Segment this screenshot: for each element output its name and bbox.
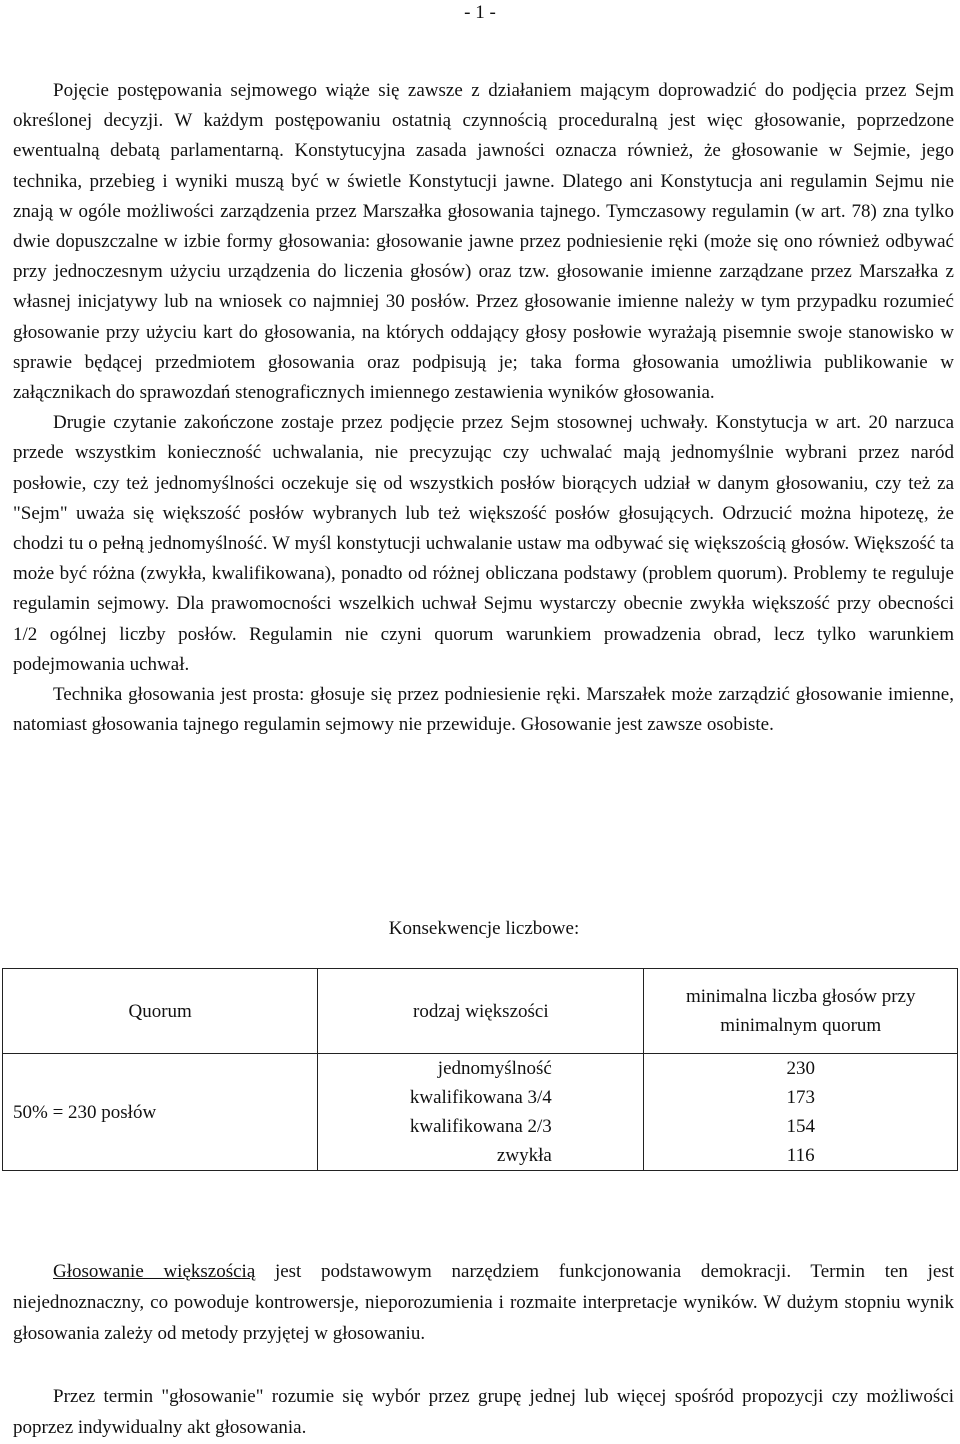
- paragraph-voting-definition: Przez termin "głosowanie" rozumie się wybór przez grupę jednej lub więcej spośród propozycji czy możliwości poprzez indywidualny akt głosowania.: [13, 1386, 954, 1438]
- header-majority-type: rodzaj większości: [318, 969, 644, 1054]
- paragraph-majority-voting-rest: jest podstawowym narzędziem funkcjonowania demokracji. Termin ten jest niejednoznaczny, co powoduje kontrowersje, nieporozumienia i rozmaite interpretacje wyników. W dużym stopniu wynik głosowania zależy od metody przyjętej w głosowaniu.: [13, 1261, 954, 1344]
- min-votes-value: 154: [786, 1116, 815, 1137]
- table-header-row: [3, 969, 958, 1054]
- cell-majority-types: [318, 1054, 644, 1171]
- cell-quorum-value: 50% = 230 posłów: [3, 1054, 318, 1171]
- min-votes-value: 230: [786, 1058, 815, 1079]
- bottom-text: [13, 1256, 954, 1443]
- header-quorum: Quorum: [3, 969, 318, 1054]
- min-votes-value: 173: [786, 1087, 815, 1108]
- page-number: - 1 -: [464, 2, 496, 23]
- table-row: [3, 1054, 958, 1171]
- min-votes-value: 116: [786, 1145, 815, 1166]
- cell-min-votes: [644, 1054, 958, 1171]
- majority-type-list: [410, 1054, 552, 1170]
- majority-type: kwalifikowana 3/4: [409, 1087, 552, 1108]
- main-text: [13, 76, 954, 740]
- majority-type: zwykła: [496, 1145, 552, 1166]
- paragraph-voting-technique: Technika głosowania jest prosta: głosuje się przez podniesienie ręki. Marszałek może zarządzić głosowanie imienne, natomiast głosowania tajnego regulamin sejmowy nie przewiduje. Głosowanie jest zawsze osobiste.: [13, 684, 954, 736]
- majority-type: kwalifikowana 2/3: [409, 1116, 552, 1137]
- paragraph-majority-voting: [13, 1256, 954, 1349]
- header-min-votes: [644, 969, 958, 1054]
- header-min-votes-label: minimalna liczba głosów przy minimalnym quorum: [685, 986, 916, 1036]
- min-votes-list: [786, 1054, 815, 1170]
- paragraph-second-reading: Drugie czytanie zakończone zostaje przez podjęcie przez Sejm stosownej uchwały. Konstytucja w art. 20 narzuca przede wszystkim konieczność uchwalania, nie precyzując czy uchwalać mają jednomyślnie wybrani przez naród posłowie, czy też jednomyślności oczekuje się od wszystkich posłów biorących udział w danym głosowaniu, czy też za "Sejm" uważa się większość posłów wybranych lub też większość posłów głosujących. Odrzucić można hipotezę, że chodzi tu o pełną jednomyślność. W myśl konstytucji uchwalanie ustaw ma odbywać się większością głosów. Większość ta może być różna (zwykła, kwalifikowana), ponadto od różnej obliczana podstawy (problem quorum). Problemy te reguluje regulamin sejmowy. Dla prawomocności wszelkich uchwał Sejmu wystarczy obecnie zwykła większość przy obecności 1/2 ogólnej liczby posłów. Regulamin nie czyni quorum warunkiem prowadzenia obrad, lecz tylko warunkiem podejmowania uchwał.: [13, 412, 954, 675]
- underlined-term: Głosowanie większością: [53, 1261, 256, 1282]
- paragraph-voting-procedure: Pojęcie postępowania sejmowego wiąże się zawsze z działaniem mającym doprowadzić do podjęcia przez Sejm określonej decyzji. W każdym postępowaniu ostatnią czynnością proceduralną jest więc głosowanie, poprzedzone ewentualną debatą parlamentarną. Konstytucyjna zasada jawności oznacza również, że głosowanie w Sejmie, jego technika, przebieg i wyniki muszą być w świetle Konstytucji jawne. Dlatego ani Konstytucja ani regulamin Sejmu nie znają w ogóle możliwości zarządzenia przez Marszałka głosowania tajnego. Tymczasowy regulamin (w art. 78) zna tylko dwie dopuszczalne w izbie formy głosowania: głosowanie jawne przez podniesienie ręki (może się ono również odbywać przy jednoczesnym użyciu urządzenia do liczenia głosów) oraz tzw. głosowanie imienne zarządzane przez Marszałka z własnej inicjatywy lub na wniosek co najmniej 30 posłów. Przez głosowanie imienne należy w tym przypadku rozumieć głosowanie przy użyciu kart do głosowania, na których oddający głosy posłowie wyrażają pisemnie swoje stanowisko w sprawie będącej przedmiotem głosowania oraz podpisują je; taka forma głosowania umożliwia publikowanie w załącznikach do sprawozdań stenograficznych imiennego zestawienia wyników głosowania.: [13, 80, 954, 404]
- majority-type: jednomyślność: [437, 1058, 552, 1079]
- table-caption: Konsekwencje liczbowe:: [388, 918, 580, 939]
- consequences-table: [2, 968, 958, 1171]
